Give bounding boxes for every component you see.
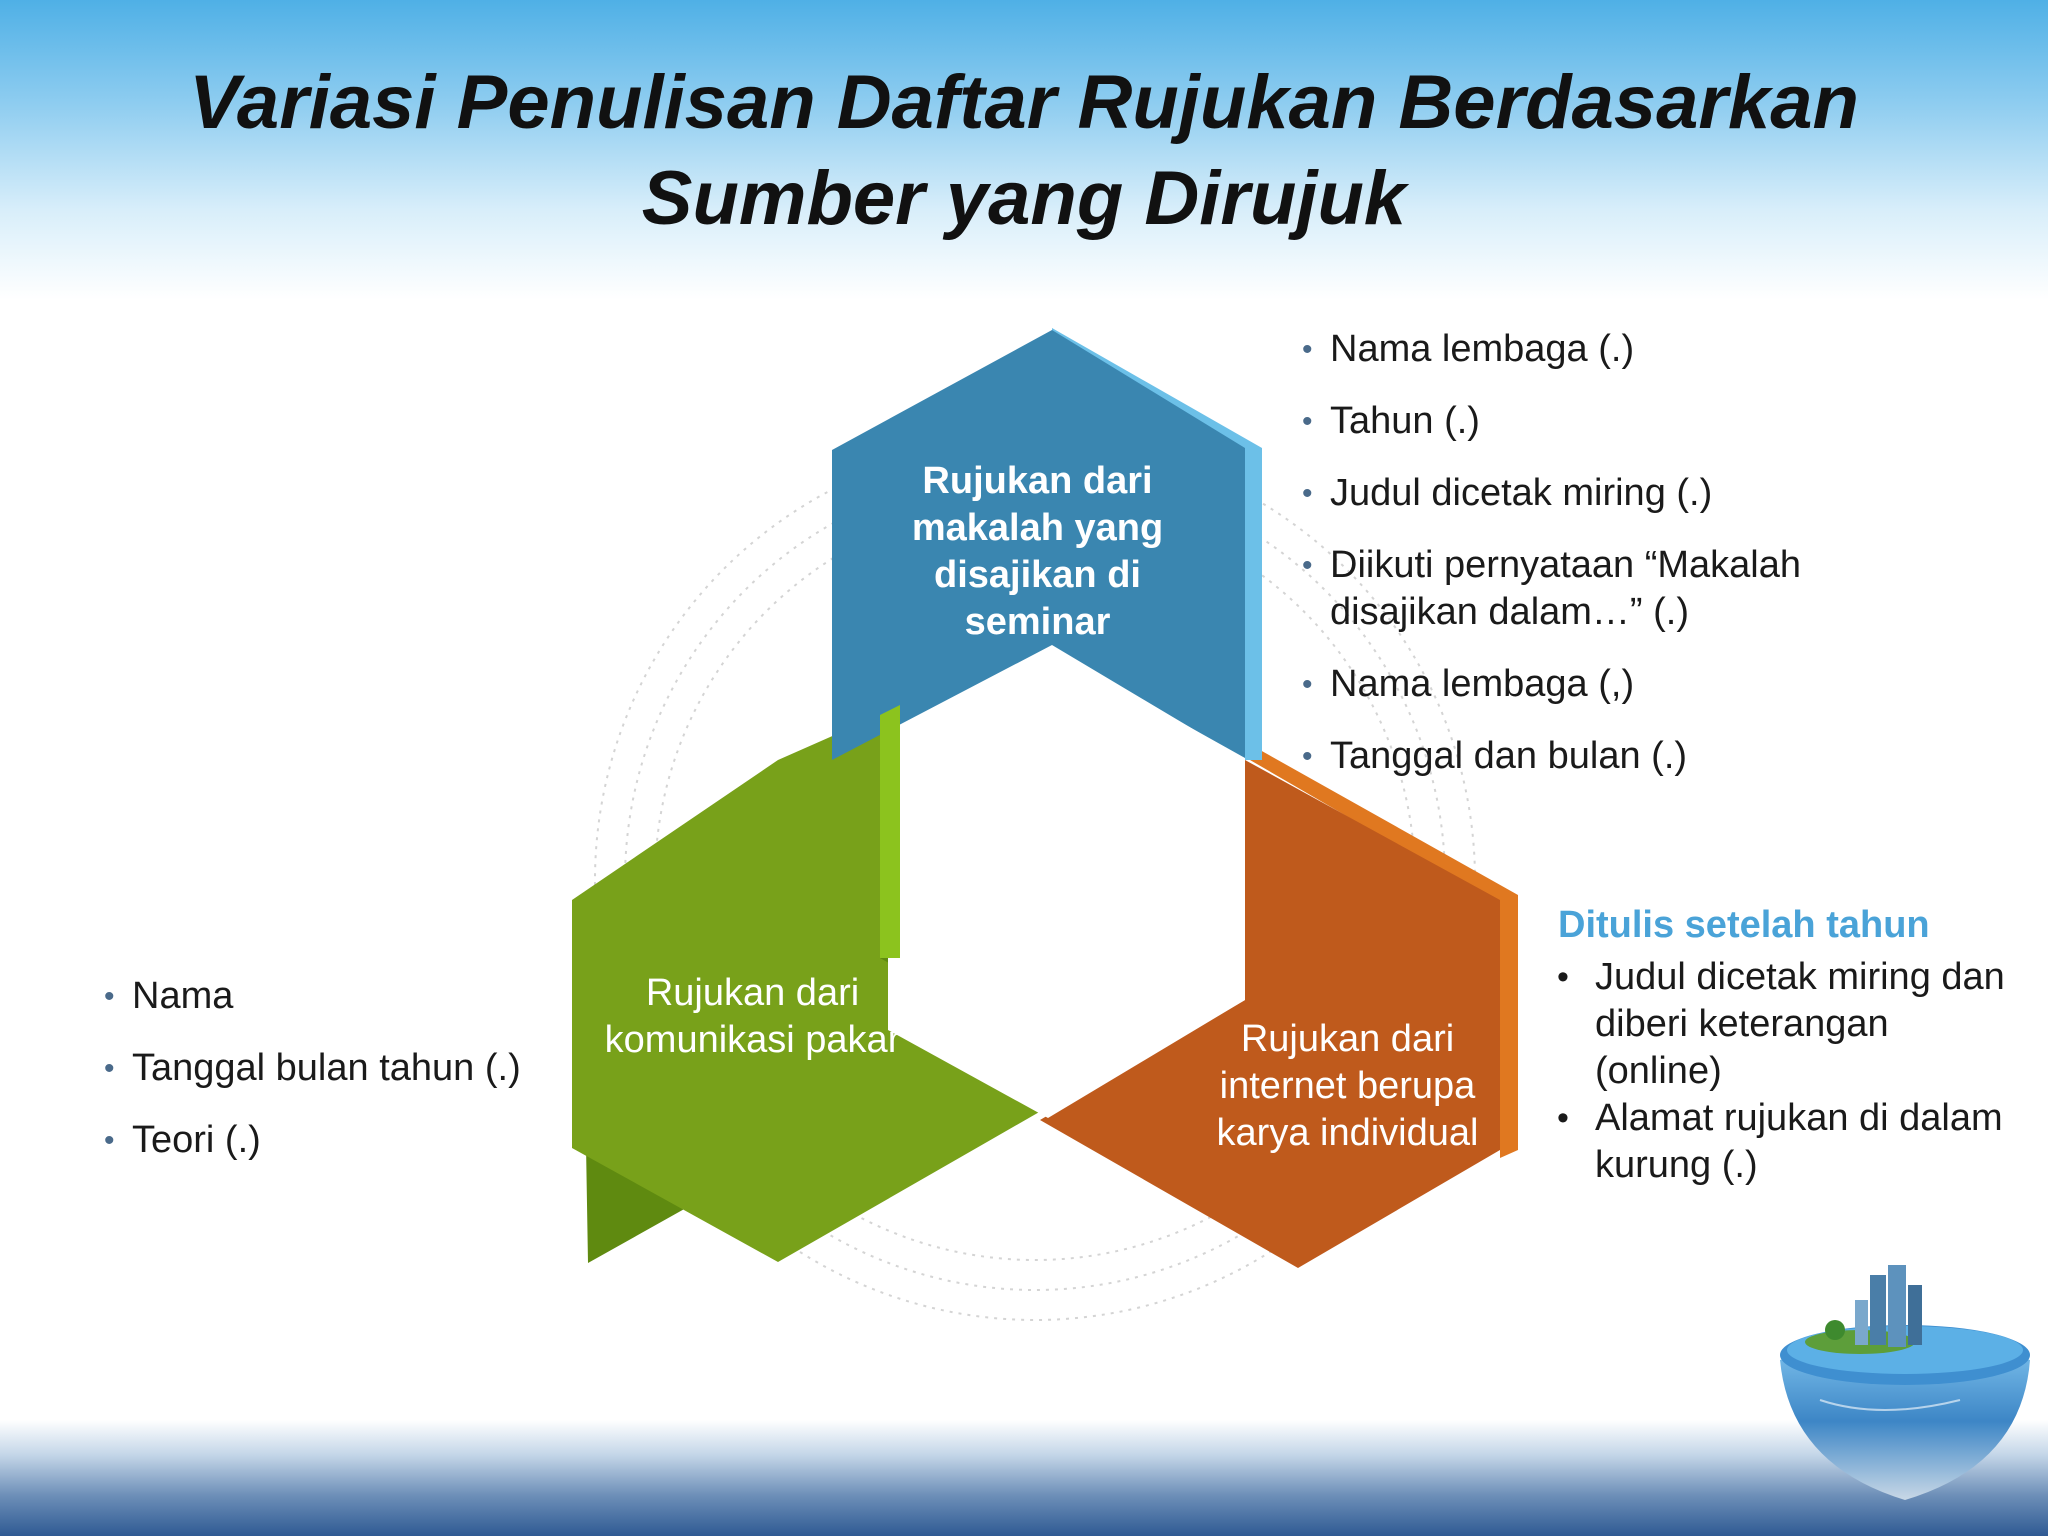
label-pakar-line: Rujukan dari <box>645 972 860 1014</box>
label-internet-line: karya individual <box>1216 1112 1479 1154</box>
label-internet-line: Rujukan dari <box>1240 1018 1455 1060</box>
label-seminar-line: makalah yang <box>911 507 1164 549</box>
list-item: • Nama lembaga (,) <box>1302 661 1862 708</box>
label-seminar-line: seminar <box>964 601 1111 643</box>
label-seminar-line: Rujukan dari <box>922 460 1153 502</box>
title-line-1: Variasi Penulisan Daftar Rujukan Berdasarkan <box>189 60 1859 145</box>
internet-heading: Ditulis setelah tahun <box>1558 904 1930 946</box>
label-internet-line: internet berupa <box>1219 1065 1476 1107</box>
title-line-2: Sumber yang Dirujuk <box>641 156 1407 241</box>
label-seminar <box>860 458 1215 646</box>
green-inner-edge <box>880 705 900 958</box>
list-item: • Diikuti pernyataan “Makalah disajikan dalam…” (.) <box>1302 542 1862 636</box>
list-item: • Judul dicetak miring dan diberi keterangan (online) <box>1557 954 2007 1095</box>
label-komunikasi-pakar <box>570 970 935 1064</box>
globe-city-icon <box>1760 1250 2040 1530</box>
list-item: • Judul dicetak miring (.) <box>1302 470 1862 517</box>
list-item: • Teori (.) <box>104 1117 564 1164</box>
list-item: • Alamat rujukan di dalam kurung (.) <box>1557 1095 2007 1189</box>
label-pakar-line: komunikasi pakar <box>604 1019 901 1061</box>
list-item: • Tanggal bulan tahun (.) <box>104 1045 564 1092</box>
internet-list <box>1557 954 2007 1189</box>
seminar-list <box>1302 326 1862 805</box>
list-item: • Nama <box>104 973 564 1020</box>
list-item: • Nama lembaga (.) <box>1302 326 1862 373</box>
pakar-list <box>104 973 564 1189</box>
label-seminar-line: disajikan di <box>934 554 1141 596</box>
label-internet <box>1195 1016 1500 1157</box>
list-item: • Tahun (.) <box>1302 398 1862 445</box>
list-item: • Tanggal dan bulan (.) <box>1302 733 1862 780</box>
